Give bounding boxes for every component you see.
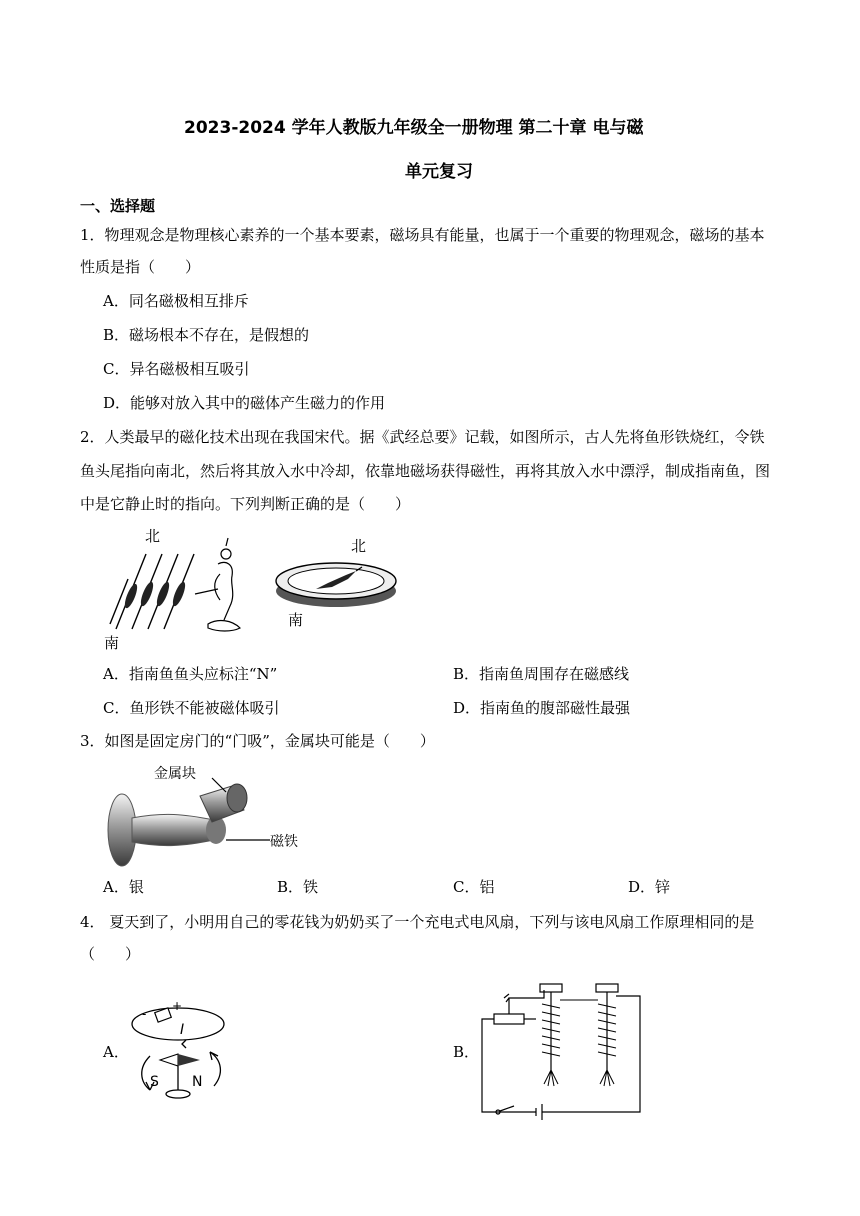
q1-stem-line2: 性质是指（ ） <box>80 258 201 276</box>
q4-fig-a-minus-label: - <box>142 1007 147 1021</box>
q1-option-c: C．异名磁极相互吸引 <box>103 360 250 378</box>
q4-fig-a-current-label: I <box>180 1022 185 1038</box>
q4-stem-line2: （ ） <box>80 945 141 963</box>
page-title: 2023-2024 学年人教版九年级全一册物理 第二十章 电与磁 <box>184 118 644 138</box>
q1-stem-line1: 1．物理观念是物理核心素养的一个基本要素，磁场具有能量，也属于一个重要的物理观念，磁场的基本 <box>80 226 765 244</box>
q2-option-a: A．指南鱼鱼头应标注“N” <box>103 665 278 683</box>
q4-option-b: B． <box>453 1043 480 1061</box>
q2-figure-fish-magnetization <box>100 524 260 654</box>
q3-option-a: A．银 <box>103 878 144 896</box>
q4-stem-line1: 4． 夏天到了，小明用自己的零花钱为奶奶买了一个充电式电风扇，下列与该电风扇工作原理相同的是 <box>80 913 755 931</box>
q2-fig-label-north-left: 北 <box>145 527 161 545</box>
q2-figure-compass-fish <box>272 555 402 615</box>
q3-fig-label-magnet: 磁铁 <box>270 834 298 850</box>
page-subtitle: 单元复习 <box>405 162 473 182</box>
q2-fig-label-north-right: 北 <box>351 537 367 555</box>
q2-stem-line3: 中是它静止时的指向。下列判断正确的是（ ） <box>80 495 411 513</box>
q4-fig-a-s-label: S <box>150 1074 159 1090</box>
q3-stem: 3．如图是固定房门的“门吸”，金属块可能是（ ） <box>80 732 435 750</box>
section-heading: 一、选择题 <box>80 197 156 215</box>
q2-option-c: C．鱼形铁不能被磁体吸引 <box>103 699 280 717</box>
q3-fig-label-metal-block: 金属块 <box>154 766 196 782</box>
q2-stem-line2: 鱼头尾指向南北，然后将其放入水中冷却，依靠地磁场获得磁性，再将其放入水中漂浮，制成指南鱼，图 <box>80 462 771 480</box>
q3-figure-door-stop <box>104 770 304 870</box>
q2-fig-label-south-right: 南 <box>288 611 304 629</box>
q4-option-a: A． <box>103 1043 129 1061</box>
q2-option-d: D．指南鱼的腹部磁性最强 <box>453 699 631 717</box>
q3-option-b: B．铁 <box>277 878 319 896</box>
q1-option-d: D．能够对放入其中的磁体产生磁力的作用 <box>103 394 386 412</box>
q1-option-a: A．同名磁极相互排斥 <box>103 292 249 310</box>
q2-stem-line1: 2．人类最早的磁化技术出现在我国宋代。据《武经总要》记载，如图所示，古人先将鱼形铁烧红，令铁 <box>80 428 765 446</box>
q2-fig-label-south-left: 南 <box>104 634 120 652</box>
q2-option-b: B．指南鱼周围存在磁感线 <box>453 665 630 683</box>
q3-option-c: C．铝 <box>453 878 495 896</box>
q4-fig-a-n-label: N <box>192 1074 203 1090</box>
q3-option-d: D．锌 <box>628 878 671 896</box>
q4-fig-a-plus-label: + <box>172 999 183 1013</box>
q1-option-b: B．磁场根本不存在，是假想的 <box>103 326 310 344</box>
q4-figure-b-electromagnets <box>476 980 646 1120</box>
